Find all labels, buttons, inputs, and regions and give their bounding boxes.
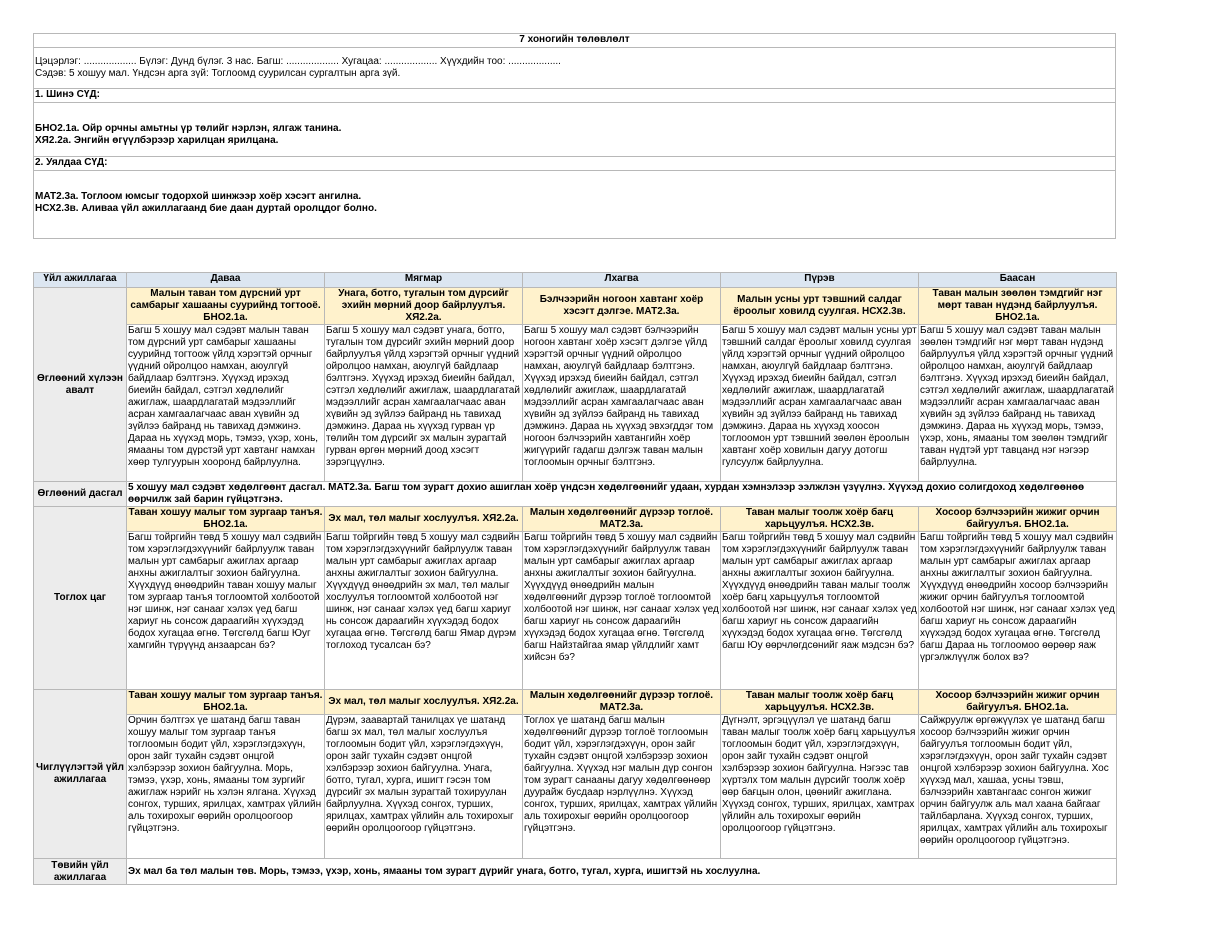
- play-activity-title: Хосоор бэлчээрийн жижиг орчин байгуулъя. БНО2.1а.: [919, 507, 1117, 532]
- row-label-morning: Өглөөний хүлээн авалт: [34, 288, 127, 482]
- morning-activity-description: Багш 5 хошуу мал сэдэвт малын усны урт тэвшний салдаг ёроолыг ховилд суулгая үйлд хэрэгтэй орчныг үүдний ойролцоо намхан, аюулгүй байдлаар бэлтгэнэ. Хүүхэд ирэхэд биеийн байдал, сэтгэл хөдлөлийг ажиглаж, шаардлагатай мэдээллийг асран хамгаалагчаас аван хүвийн эд зүйлээ байранд нь тавихад дэмжинэ. Дараа нь хүүхэд хоосон тоглоомон урт тэвшний зөөлөн ёроолын хавтанг хоёр ховилын дагуу дотогш гулсуулж байрлуулна.: [721, 325, 919, 482]
- guided-activity-description: Сайжруулж өргөжүүлэх үе шатанд багш хосоор бэлчээрийн жижиг орчин байгуулъя тоглоомын бодит үйл, хэрэглэгдэхүүн, орон зайг тухайн сэдэвт онцгой хэлбэрээр зохион байгуулна. Хос хүүхэд мал, хашаа, усны тэвш, бэлчээрийн хавтангаас сонгон жижиг орчин байгуулж аль мал хаана байгааг тайлбарлана. Хүүхэд сонгох, турших, ярилцах, хамтрах үйлийн аль тохирохыг өөрийн оролцоогоор гүйцэтгэнэ.: [919, 715, 1117, 859]
- guided-activity-description: Дүрэм, заавартай танилцах үе шатанд багш эх мал, төл малыг хослуулъя тоглоомын бодит үйл, хэрэглэгдэхүүн, орон зайг тухайн сэдэвт онцгой хэлбэрээр зохион байгуулна. Унага, ботго, тугал, хурга, ишигт гэсэн том дүрсийг эх малын зурагтай тохируулан байрлуулна. Хүүхэд сонгох, турших, ярилцах, хамтрах үйлийн аль тохирохыг өөрийн оролцоогоор гүйцэтгэнэ.: [325, 715, 523, 859]
- row-label-exercise: Өглөөний дасгал: [34, 482, 127, 507]
- play-activity-title: Таван хошуу малыг том зургаар танъя. БНО2.1а.: [127, 507, 325, 532]
- play-activity-description: Багш тойргийн төвд 5 хошуу мал сэдвийн том хэрэглэгдэхүүнийг байрлуулж таван малын урт самбарыг ажиглах аргаар анхны ажиглалтыг зохион байгуулна. Хүүхдүүд өнөөдрийн малын хөдөлгөөнийг дүрээр тоглоё тоглоомтой холбоотой нэг шинж, нэг санааг хэлэх үед багш хариуг нь сонсож дараагийн хүүхэдэд бодох хугацаа өгнө. Төгсгөлд багш Найзтайгаа ямар үйлдлийг хамт хийсэн бэ?: [523, 532, 721, 690]
- day-header-monday: Даваа: [127, 273, 325, 288]
- morning-activity-title: Малын таван том дүрсний урт самбарыг хашааны суурийнд тогтооё. БНО2.1а.: [127, 288, 325, 325]
- morning-activity-description: Багш 5 хошуу мал сэдэвт унага, ботго, тугалын том дүрсийг эхийн мөрний доор байрлуулъя үйлд хэрэгтэй орчныг үүдний ойролцоо намхан, аюулгүй байдлаар бэлтгэнэ. Хүүхэд ирэхэд биеийн байдал, сэтгэл хөдлөлийг ажиглаж, шаардлагатай мэдээллийг асран хамгаалагчаас аван хүвийн эд зүйлээ байранд нь тавихад дэмжинэ. Дараа нь хүүхэд гурван үр төлийн том дүрсийг эх малын зурагтай гурван өргөн мөрний доод хэсэгт зэрэгцүүлнэ.: [325, 325, 523, 482]
- guided-activity-description: Дүгнэлт, эргэцүүлэл үе шатанд багш таван малыг тоолж хоёр бағц харьцуулъя тоглоомын бодит үйл, хэрэглэгдэхүүн, орон зайг тухайн сэдэвт онцгой хэлбэрээр зохион байгуулна. Нэгээс тав хүртэлх том малын дүрсийг тоолж хоёр өөр бағцын олон, цөөнийг ажиглана. Хүүхэд сонгох, турших, ярилцах, хамтрах үйлийн аль тохирохыг өөрийн оролцоогоор гүйцэтгэнэ.: [721, 715, 919, 859]
- activity-column-header: Үйл ажиллагаа: [34, 273, 127, 288]
- section2-goal-1: МАТ2.3а. Тоглоом юмсыг тодорхой шинжээр хоёр хэсэгт ангилна.: [35, 191, 362, 202]
- guided-activity-title: Хосоор бэлчээрийн жижиг орчин байгуулъя. БНО2.1а.: [919, 690, 1117, 715]
- weekly-schedule-table: [33, 272, 1117, 885]
- center-activity-description: Эх мал ба төл малын төв. Морь, тэмээ, үхэр, хонь, ямааны том зурагт дүрийг унага, ботго, тугал, хурга, ишигтэй нь хослуулна.: [127, 859, 1117, 885]
- day-header-tuesday: Мягмар: [325, 273, 523, 288]
- section2-goals: [34, 171, 1116, 239]
- guided-activity-description: Тоглох үе шатанд багш малын хөдөлгөөнийг дүрээр тоглоё тоглоомын бодит үйл, хэрэглэгдэхүүн, орон зайг тухайн сэдэвт онцгой хэлбэрээр зохион байгуулна. Хүүхэд нэг малын дүр сонгон том зурагт санааны дагуу хөдөлгөөнөөр дуурайж бусдаар нэрлүүлнэ. Хүүхэд сонгох, турших, ярилцах, хамтрах үйлийн аль тохирохыг өөрийн оролцоогоор гүйцэтгэнэ.: [523, 715, 721, 859]
- morning-activity-title: Унага, ботго, тугалын том дүрсийг эхийн мөрний доор байрлуулъя. ХЯ2.2а.: [325, 288, 523, 325]
- play-activity-title: Таван малыг тоолж хоёр бағц харьцуулъя. НСХ2.3в.: [721, 507, 919, 532]
- morning-activity-description: Багш 5 хошуу мал сэдэвт таван малын зөөлөн тэмдгийг нэг мөрт таван нүдэнд байрлуулъя үйлд хэрэгтэй орчныг үүдний ойролцоо намхан, аюулгүй байдлаар бэлтгэнэ. Хүүхэд ирэхэд биеийн байдал, сэтгэл хөдлөлийг ажиглаж, шаардлагатай мэдээллийг асран хамгаалагчаас аван хүвийн эд зүйлээ байранд нь тавихад дэмжинэ. Дараа нь хүүхэд морь, тэмээ, үхэр, хонь, ямааны том зөөлөн тэмдгийг таван нүдтэй урт тавцанд нэг нэгээр байрлуулна.: [919, 325, 1117, 482]
- play-activity-title: Эх мал, төл малыг хослуулъя. ХЯ2.2а.: [325, 507, 523, 532]
- section2-goal-2: НСХ2.3в. Аливаа үйл ажиллагаанд бие даан дуртай оролцдог болно.: [35, 203, 377, 214]
- play-activity-description: Багш тойргийн төвд 5 хошуу мал сэдвийн том хэрэглэгдэхүүнийг байрлуулж таван малын урт самбарыг ажиглах аргаар анхны ажиглалтыг зохион байгуулна. Хүүхдүүд өнөөдрийн таван хошуу малыг том зургаар танъя тоглоомтой холбоотой нэг шинж, нэг санааг хэлэх үед багш хариуг нь сонсож дараагийн хүүхэдэд бодох хугацаа өгнө. Төгсгөлд багш Юуг хамгийн түрүүнд анзаарсан бэ?: [127, 532, 325, 690]
- morning-activity-description: Багш 5 хошуу мал сэдэвт бэлчээрийн ногоон хавтанг хоёр хэсэгт дэлгэе үйлд хэрэгтэй орчныг үүдний ойролцоо намхан, аюулгүй байдлаар бэлтгэнэ. Хүүхэд ирэхэд биеийн байдал, сэтгэл хөдлөлийг ажиглаж, шаардлагатай мэдээллийг асран хамгаалагчаас аван хүвийн эд зүйлээ байранд нь тавихад дэмжинэ. Дараа нь хүүхэд эвхэгддэг том ногоон бэлчээрийн хавтангийн хоёр жигүүрийг гадагш дэлгэж таван малын тоглоомын орчныг бэлтгэнэ.: [523, 325, 721, 482]
- day-header-wednesday: Лхагва: [523, 273, 721, 288]
- day-header-friday: Баасан: [919, 273, 1117, 288]
- play-activity-description: Багш тойргийн төвд 5 хошуу мал сэдвийн том хэрэглэгдэхүүнийг байрлуулж таван малын урт самбарыг ажиглах аргаар анхны ажиглалтыг зохион байгуулна. Хүүхдүүд өнөөдрийн эх мал, төл малыг хослуулъя тоглоомтой холбоотой нэг шинж, нэг санааг хэлэх үед багш хариуг нь сонсож дараагийн хүүхэдэд бодох хугацаа өгнө. Төгсгөлд багш Ямар дүрэм тоглоход тусалсан бэ?: [325, 532, 523, 690]
- section1-label: 1. Шинэ СҮД:: [34, 89, 1116, 103]
- general-info-cell: [34, 48, 1116, 89]
- row-label-center: Төвийн үйл ажиллагаа: [34, 859, 127, 885]
- guided-activity-title: Эх мал, төл малыг хослуулъя. ХЯ2.2а.: [325, 690, 523, 715]
- guided-activity-title: Таван малыг тоолж хоёр бағц харьцуулъя. НСХ2.3в.: [721, 690, 919, 715]
- section2-label: 2. Уялдаа СҮД:: [34, 157, 1116, 171]
- info-line-1: Цэцэрлэг: ................... Бүлэг: Дунд бүлэг. 3 нас. Багш: ................... Хугацаа: ................... Хүүхдийн тоо: ...................: [35, 56, 561, 67]
- play-activity-title: Малын хөдөлгөөнийг дүрээр тоглоё. МАТ2.3а.: [523, 507, 721, 532]
- document-title: 7 хоногийн төлөвлөлт: [34, 34, 1116, 48]
- play-activity-description: Багш тойргийн төвд 5 хошуу мал сэдвийн том хэрэглэгдэхүүнийг байрлуулж таван малын урт самбарыг ажиглах аргаар анхны ажиглалтыг зохион байгуулна. Хүүхдүүд өнөөдрийн хосоор бэлчээрийн жижиг орчин байгуулъя тоглоомтой холбоотой нэг шинж, нэг санааг хэлэх үед багш хариуг нь сонсож дараагийн хүүхэдэд бодох хугацаа өгнө. Төгсгөлд багш Дараа нь тоглоомоо өөрөөр яаж үргэлжлүүлж болох вэ?: [919, 532, 1117, 690]
- morning-activity-description: Багш 5 хошуу мал сэдэвт малын таван том дүрсний урт самбарыг хашааны суурийнд тогтоож үйлд хэрэгтэй орчныг үүдний ойролцоо намхан, аюулгүй байдлаар бэлтгэнэ. Хүүхэд ирэхэд биеийн байдал, сэтгэл хөдлөлийг ажиглаж, шаардлагатай мэдээллийг асран хамгаалагчаас аван хүвийн эд зүйлээ байранд нь тавихад дэмжинэ. Дараа нь хүүхэд морь, тэмээ, үхэр, хонь, ямааны том дүрстэй урт хавтанг намхан хөөр тулгуурын хооронд байрлуулна.: [127, 325, 325, 482]
- exercise-description: 5 хошуу мал сэдэвт хөдөлгөөнт дасгал. МАТ2.3а. Багш том зурагт дохио ашиглан хоёр үндсэн хөдөлгөөнийг удаан, хурдан хэмнэлээр ээлжлэн үзүүлнэ. Хүүхэд дохио солигдоход хөдөлгөөнөө өөрчилж зай барин гүйцэтгэнэ.: [127, 482, 1117, 507]
- morning-activity-title: Малын усны урт тэвшний салдаг ёроолыг ховилд суулгая. НСХ2.3в.: [721, 288, 919, 325]
- row-label-play: Тоглох цаг: [34, 507, 127, 690]
- day-header-thursday: Пүрэв: [721, 273, 919, 288]
- section1-goal-2: ХЯ2.2а. Энгийн өгүүлбэрээр харилцан ярилцана.: [35, 135, 279, 146]
- info-line-2: Сэдэв: 5 хошуу мал. Үндсэн арга зүй: Тоглоомд суурилсан сургалтын арга зүй.: [35, 68, 401, 79]
- guided-activity-title: Малын хөдөлгөөнийг дүрээр тоглоё. МАТ2.3а.: [523, 690, 721, 715]
- plan-header-table: [33, 33, 1116, 239]
- section1-goal-1: БНО2.1а. Ойр орчны амьтны үр төлийг нэрлэн, ялгаж танина.: [35, 123, 342, 134]
- morning-activity-title: Бэлчээрийн ногоон хавтанг хоёр хэсэгт дэлгэе. МАТ2.3а.: [523, 288, 721, 325]
- section1-goals: [34, 103, 1116, 157]
- guided-activity-title: Таван хошуу малыг том зургаар танъя. БНО2.1а.: [127, 690, 325, 715]
- morning-activity-title: Таван малын зөөлөн тэмдгийг нэг мөрт таван нүдэнд байрлуулъя. БНО2.1а.: [919, 288, 1117, 325]
- guided-activity-description: Орчин бэлтгэх үе шатанд багш таван хошуу малыг том зургаар танъя тоглоомын бодит үйл, хэрэглэгдэхүүн, орон зайг тухайн сэдэвт онцгой хэлбэрээр зохион байгуулна. Морь, тэмээ, үхэр, хонь, ямааны том зургийг ажиглаж нэрийг нь хэлэн ялгана. Хүүхэд сонгох, турших, ярилцах, хамтрах үйлийн аль тохирохыг өөрийн оролцоогоор гүйцэтгэнэ.: [127, 715, 325, 859]
- row-label-guided: Чиглүүлэгтэй үйл ажиллагаа: [34, 690, 127, 859]
- play-activity-description: Багш тойргийн төвд 5 хошуу мал сэдвийн том хэрэглэгдэхүүнийг байрлуулж таван малын урт самбарыг ажиглах аргаар анхны ажиглалтыг зохион байгуулна. Хүүхдүүд өнөөдрийн таван малыг тоолж хоёр бағц харьцуулъя тоглоомтой холбоотой нэг шинж, нэг санааг хэлэх үед багш хариуг нь сонсож дараагийн хүүхэдэд бодох хугацаа өгнө. Төгсгөлд багш Юу өөрчлөгдсөнийг яаж мэдсэн бэ?: [721, 532, 919, 690]
